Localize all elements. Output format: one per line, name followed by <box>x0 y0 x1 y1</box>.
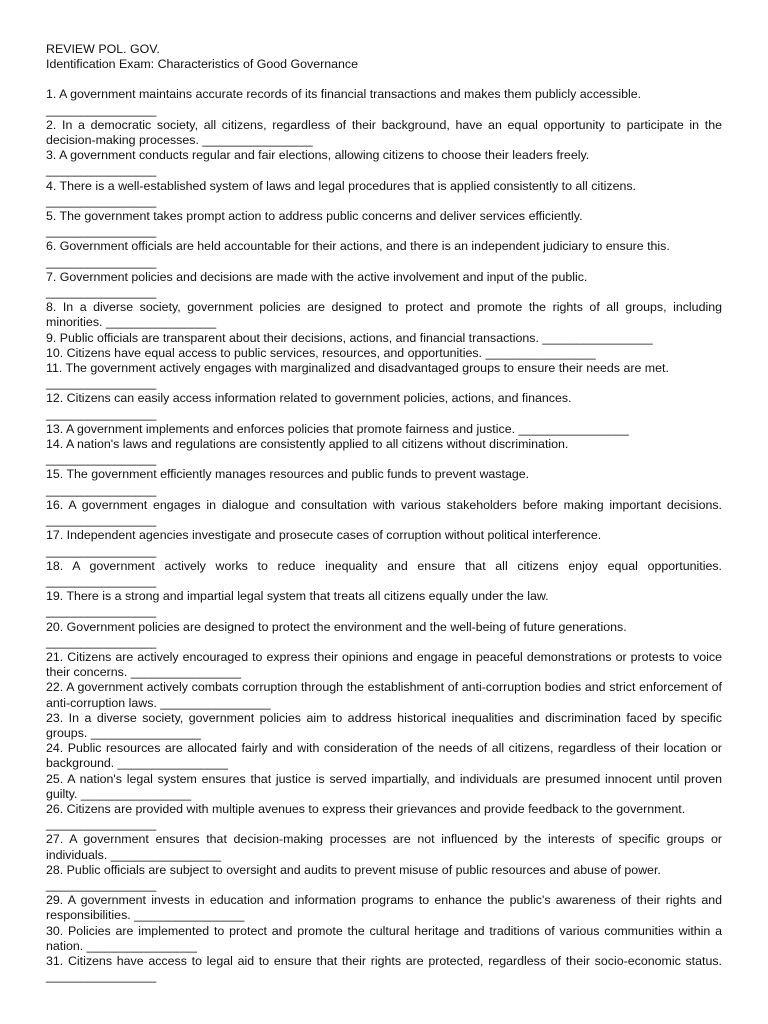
question-item <box>46 87 722 117</box>
answer-blank[interactable]: ________________ <box>46 193 157 208</box>
question-item <box>46 346 722 361</box>
question-item <box>46 422 722 437</box>
answer-blank[interactable]: ________________ <box>518 421 629 436</box>
question-item <box>46 498 722 528</box>
question-text: 14. A nation's laws and regulations are consistently applied to all citizens without discrimination. <box>46 437 569 452</box>
course-title: REVIEW POL. GOV. <box>46 42 160 56</box>
question-text: 23. In a diverse society, government policies aim to address historical inequalities and discrimination faced by specific groups. <box>46 710 722 740</box>
question-item <box>46 300 722 330</box>
answer-blank[interactable]: ________________ <box>46 163 157 178</box>
question-text: 1. A government maintains accurate records of its financial transactions and makes them publicly accessible. <box>46 87 642 102</box>
question-item <box>46 331 722 346</box>
question-item <box>46 589 722 619</box>
question-item <box>46 741 722 771</box>
question-item <box>46 954 722 984</box>
question-text: 5. The government takes prompt action to address public concerns and deliver services efficiently. <box>46 209 583 224</box>
answer-blank[interactable]: ________________ <box>134 908 245 923</box>
question-item <box>46 528 722 558</box>
question-text: 27. A government ensures that decision-making processes are not influenced by the interests of specific groups or individuals. <box>46 832 722 862</box>
question-item <box>46 239 722 269</box>
answer-blank[interactable]: ________________ <box>542 330 653 345</box>
answer-blank[interactable]: ________________ <box>485 345 596 360</box>
question-text: 3. A government conducts regular and fair elections, allowing citizens to choose their leaders freely. <box>46 148 590 163</box>
question-text: 8. In a diverse society, government policies are designed to protect and promote the rights of all groups, including minorities. <box>46 300 722 330</box>
question-item <box>46 711 722 741</box>
answer-blank[interactable]: ________________ <box>46 254 157 269</box>
question-list <box>46 87 722 984</box>
answer-blank[interactable]: ________________ <box>46 285 157 300</box>
question-text: 24. Public resources are allocated fairly and with consideration of the needs of all citizens, regardless of their location or background. <box>46 741 722 771</box>
question-text: 19. There is a strong and impartial legal system that treats all citizens equally under the law. <box>46 589 549 604</box>
question-text: 12. Citizens can easily access information related to government policies, actions, and finances. <box>46 391 572 406</box>
question-text: 2. In a democratic society, all citizens, regardless of their background, have an equal opportunity to participate in the decision-making processes. <box>46 117 722 148</box>
answer-blank[interactable]: ________________ <box>46 513 157 528</box>
answer-blank[interactable]: ________________ <box>90 725 202 740</box>
question-text: 26. Citizens are provided with multiple avenues to express their grievances and provide feedback to the government. <box>46 801 686 816</box>
question-item <box>46 270 722 300</box>
answer-blank[interactable]: ________________ <box>202 133 313 148</box>
question-text: 10. Citizens have equal access to public services, resources, and opportunities. <box>46 345 482 360</box>
question-item <box>46 893 722 923</box>
question-text: 31. Citizens have access to legal aid to ensure that their rights are protected, regardless of their socio-economic status. <box>46 953 722 968</box>
answer-blank[interactable]: ________________ <box>80 786 192 801</box>
question-item <box>46 391 722 421</box>
question-item <box>46 209 722 239</box>
answer-blank[interactable]: ________________ <box>46 817 157 832</box>
answer-blank[interactable]: ________________ <box>160 695 271 710</box>
question-item <box>46 118 722 148</box>
question-item <box>46 650 722 680</box>
question-item <box>46 620 722 650</box>
answer-blank[interactable]: ________________ <box>86 938 197 953</box>
question-text: 9. Public officials are transparent about their decisions, actions, and financial transactions. <box>46 330 539 345</box>
question-item <box>46 772 722 802</box>
question-item <box>46 437 722 467</box>
question-item <box>46 832 722 862</box>
question-text: 30. Policies are implemented to protect and promote the cultural heritage and traditions of various communities within a nation. <box>46 923 722 953</box>
exam-page <box>46 42 722 984</box>
answer-blank[interactable]: ________________ <box>105 315 217 330</box>
answer-blank[interactable]: ________________ <box>110 847 222 862</box>
question-text: 16. A government engages in dialogue and consultation with various stakeholders before making important decisions. <box>46 497 722 512</box>
question-text: 7. Government policies and decisions are made with the active involvement and input of the public. <box>46 269 588 284</box>
question-text: 22. A government actively combats corruption through the establishment of anti-corruption bodies and strict enforcement of anti-corruption laws. <box>46 680 722 710</box>
answer-blank[interactable]: ________________ <box>46 376 157 391</box>
question-item <box>46 924 722 954</box>
question-text: 13. A government implements and enforces policies that promote fairness and justice. <box>46 421 516 436</box>
question-text: 17. Independent agencies investigate and prosecute cases of corruption without political interference. <box>46 528 602 543</box>
question-text: 15. The government efficiently manages resources and public funds to prevent wastage. <box>46 467 530 482</box>
answer-blank[interactable]: ________________ <box>117 756 228 771</box>
question-text: 28. Public officials are subject to oversight and audits to prevent misuse of public resources and abuse of power. <box>46 862 661 877</box>
question-text: 11. The government actively engages with marginalized and disadvantaged groups to ensure their needs are met. <box>46 361 669 376</box>
question-text: 6. Government officials are held accountable for their actions, and there is an independent judiciary to ensure this. <box>46 239 670 254</box>
question-item <box>46 361 722 391</box>
answer-blank[interactable]: ________________ <box>46 573 157 588</box>
exam-title: Identification Exam: Characteristics of Good Governance <box>46 57 358 72</box>
answer-blank[interactable]: ________________ <box>46 224 157 239</box>
answer-blank[interactable]: ________________ <box>46 102 157 117</box>
answer-blank[interactable]: ________________ <box>46 452 157 467</box>
question-text: 4. There is a well-established system of laws and legal procedures that is applied consistently to all citizens. <box>46 178 637 193</box>
answer-blank[interactable]: ________________ <box>46 604 157 619</box>
question-item <box>46 680 722 710</box>
question-text: 18. A government actively works to reduce inequality and ensure that all citizens enjoy equal opportunities. <box>46 558 722 573</box>
answer-blank[interactable]: ________________ <box>46 634 157 649</box>
question-item <box>46 863 722 893</box>
question-item <box>46 467 722 497</box>
answer-blank[interactable]: ________________ <box>130 665 241 680</box>
answer-blank[interactable]: ________________ <box>46 969 157 984</box>
answer-blank[interactable]: ________________ <box>46 482 157 497</box>
question-text: 25. A nation's legal system ensures that justice is served impartially, and individuals are presumed innocent until proven guilty. <box>46 771 722 801</box>
answer-blank[interactable]: ________________ <box>46 406 157 421</box>
question-item <box>46 802 722 832</box>
question-item <box>46 179 722 209</box>
answer-blank[interactable]: ________________ <box>46 877 157 892</box>
question-text: 21. Citizens are actively encouraged to express their opinions and engage in peaceful demonstrations or protests to voice their concerns. <box>46 649 722 680</box>
question-text: 20. Government policies are designed to protect the environment and the well-being of future generations. <box>46 619 627 634</box>
question-text: 29. A government invests in education and information programs to enhance the public's awareness of their rights and responsibilities. <box>46 893 722 923</box>
answer-blank[interactable]: ________________ <box>46 543 157 558</box>
question-item <box>46 559 722 589</box>
question-item <box>46 148 722 178</box>
